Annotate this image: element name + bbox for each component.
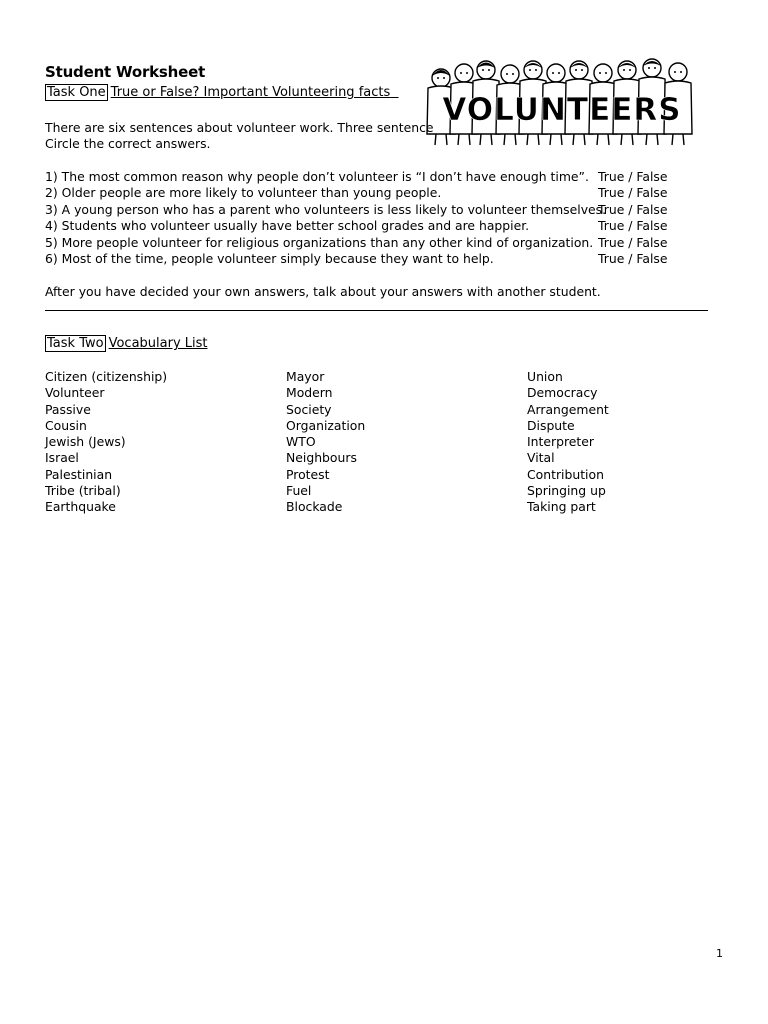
- vocab-word: Tribe (tribal): [45, 483, 121, 499]
- section-divider: [45, 310, 708, 311]
- vocab-word: Contribution: [527, 466, 604, 482]
- vocab-word: Democracy: [527, 385, 598, 401]
- true-false-choice-6[interactable]: True / False: [598, 251, 668, 266]
- task-two-heading: Vocabulary List: [108, 336, 208, 351]
- vocab-word: Blockade: [286, 499, 343, 515]
- true-false-choice-4[interactable]: True / False: [598, 218, 668, 233]
- page-number: 1: [716, 947, 723, 960]
- intro-line-2: Circle the correct answers.: [45, 136, 211, 151]
- statement-3: 3) A young person who has a parent who volunteers is less likely to volunteer themselves.: [45, 202, 607, 217]
- statement-4: 4) Students who volunteer usually have better school grades and are happier.: [45, 218, 530, 233]
- statement-6: 6) Most of the time, people volunteer simply because they want to help.: [45, 251, 494, 266]
- true-false-choice-1[interactable]: True / False: [598, 169, 668, 184]
- task-two-label: Task Two: [47, 336, 104, 351]
- vocab-word: Modern: [286, 385, 333, 401]
- true-false-choice-3[interactable]: True / False: [598, 202, 668, 217]
- vocab-word: Fuel: [286, 483, 312, 499]
- vocab-word: Jewish (Jews): [45, 434, 126, 450]
- task-one-heading: True or False? Important Volunteering facts: [110, 85, 391, 100]
- statement-2: 2) Older people are more likely to volunteer than young people.: [45, 185, 442, 200]
- vocab-word: Volunteer: [45, 385, 105, 401]
- vocab-word: Citizen (citizenship): [45, 369, 168, 384]
- true-false-choice-2[interactable]: True / False: [598, 185, 668, 200]
- vocab-word: WTO: [286, 434, 316, 450]
- statement-5: 5) More people volunteer for religious organizations than any other kind of organization.: [45, 235, 594, 250]
- after-instruction: After you have decided your own answers, talk about your answers with another student.: [45, 284, 601, 299]
- vocab-word: Society: [286, 401, 332, 417]
- vocab-word: Passive: [45, 401, 91, 417]
- intro-line-1: There are six sentences about volunteer work. Three sentence: [45, 120, 434, 135]
- vocab-column-1: [45, 369, 167, 516]
- vocab-word: Taking part: [527, 499, 596, 515]
- vocab-word: Organization: [286, 417, 366, 433]
- task-two-header: [45, 336, 208, 351]
- volunteers-cartoon-icon: [424, 58, 700, 148]
- vocab-word: Union: [527, 369, 563, 384]
- vocab-word: Mayor: [286, 369, 325, 384]
- vocab-word: Israel: [45, 450, 79, 466]
- vocab-word: Palestinian: [45, 466, 113, 482]
- vocab-column-2: [286, 369, 365, 516]
- vocab-word: Protest: [286, 466, 330, 482]
- vocab-word: Vital: [527, 450, 555, 466]
- task-one-header: [45, 85, 399, 100]
- task-one-label: Task One: [47, 85, 106, 100]
- vocab-word: Dispute: [527, 417, 575, 433]
- true-false-choice-5[interactable]: True / False: [598, 235, 668, 250]
- vocab-word: Neighbours: [286, 450, 357, 466]
- vocab-word: Interpreter: [527, 434, 594, 450]
- vocab-word: Earthquake: [45, 499, 116, 515]
- worksheet-title: Student Worksheet: [45, 63, 206, 81]
- statement-1: 1) The most common reason why people don’t volunteer is “I don’t have enough time”.: [45, 169, 589, 184]
- vocab-word: Arrangement: [527, 401, 609, 417]
- vocab-word: Springing up: [527, 483, 606, 499]
- vocab-word: Cousin: [45, 417, 87, 433]
- vocab-column-3: [527, 369, 609, 516]
- logo-text: VOLUNTEERS: [442, 92, 682, 128]
